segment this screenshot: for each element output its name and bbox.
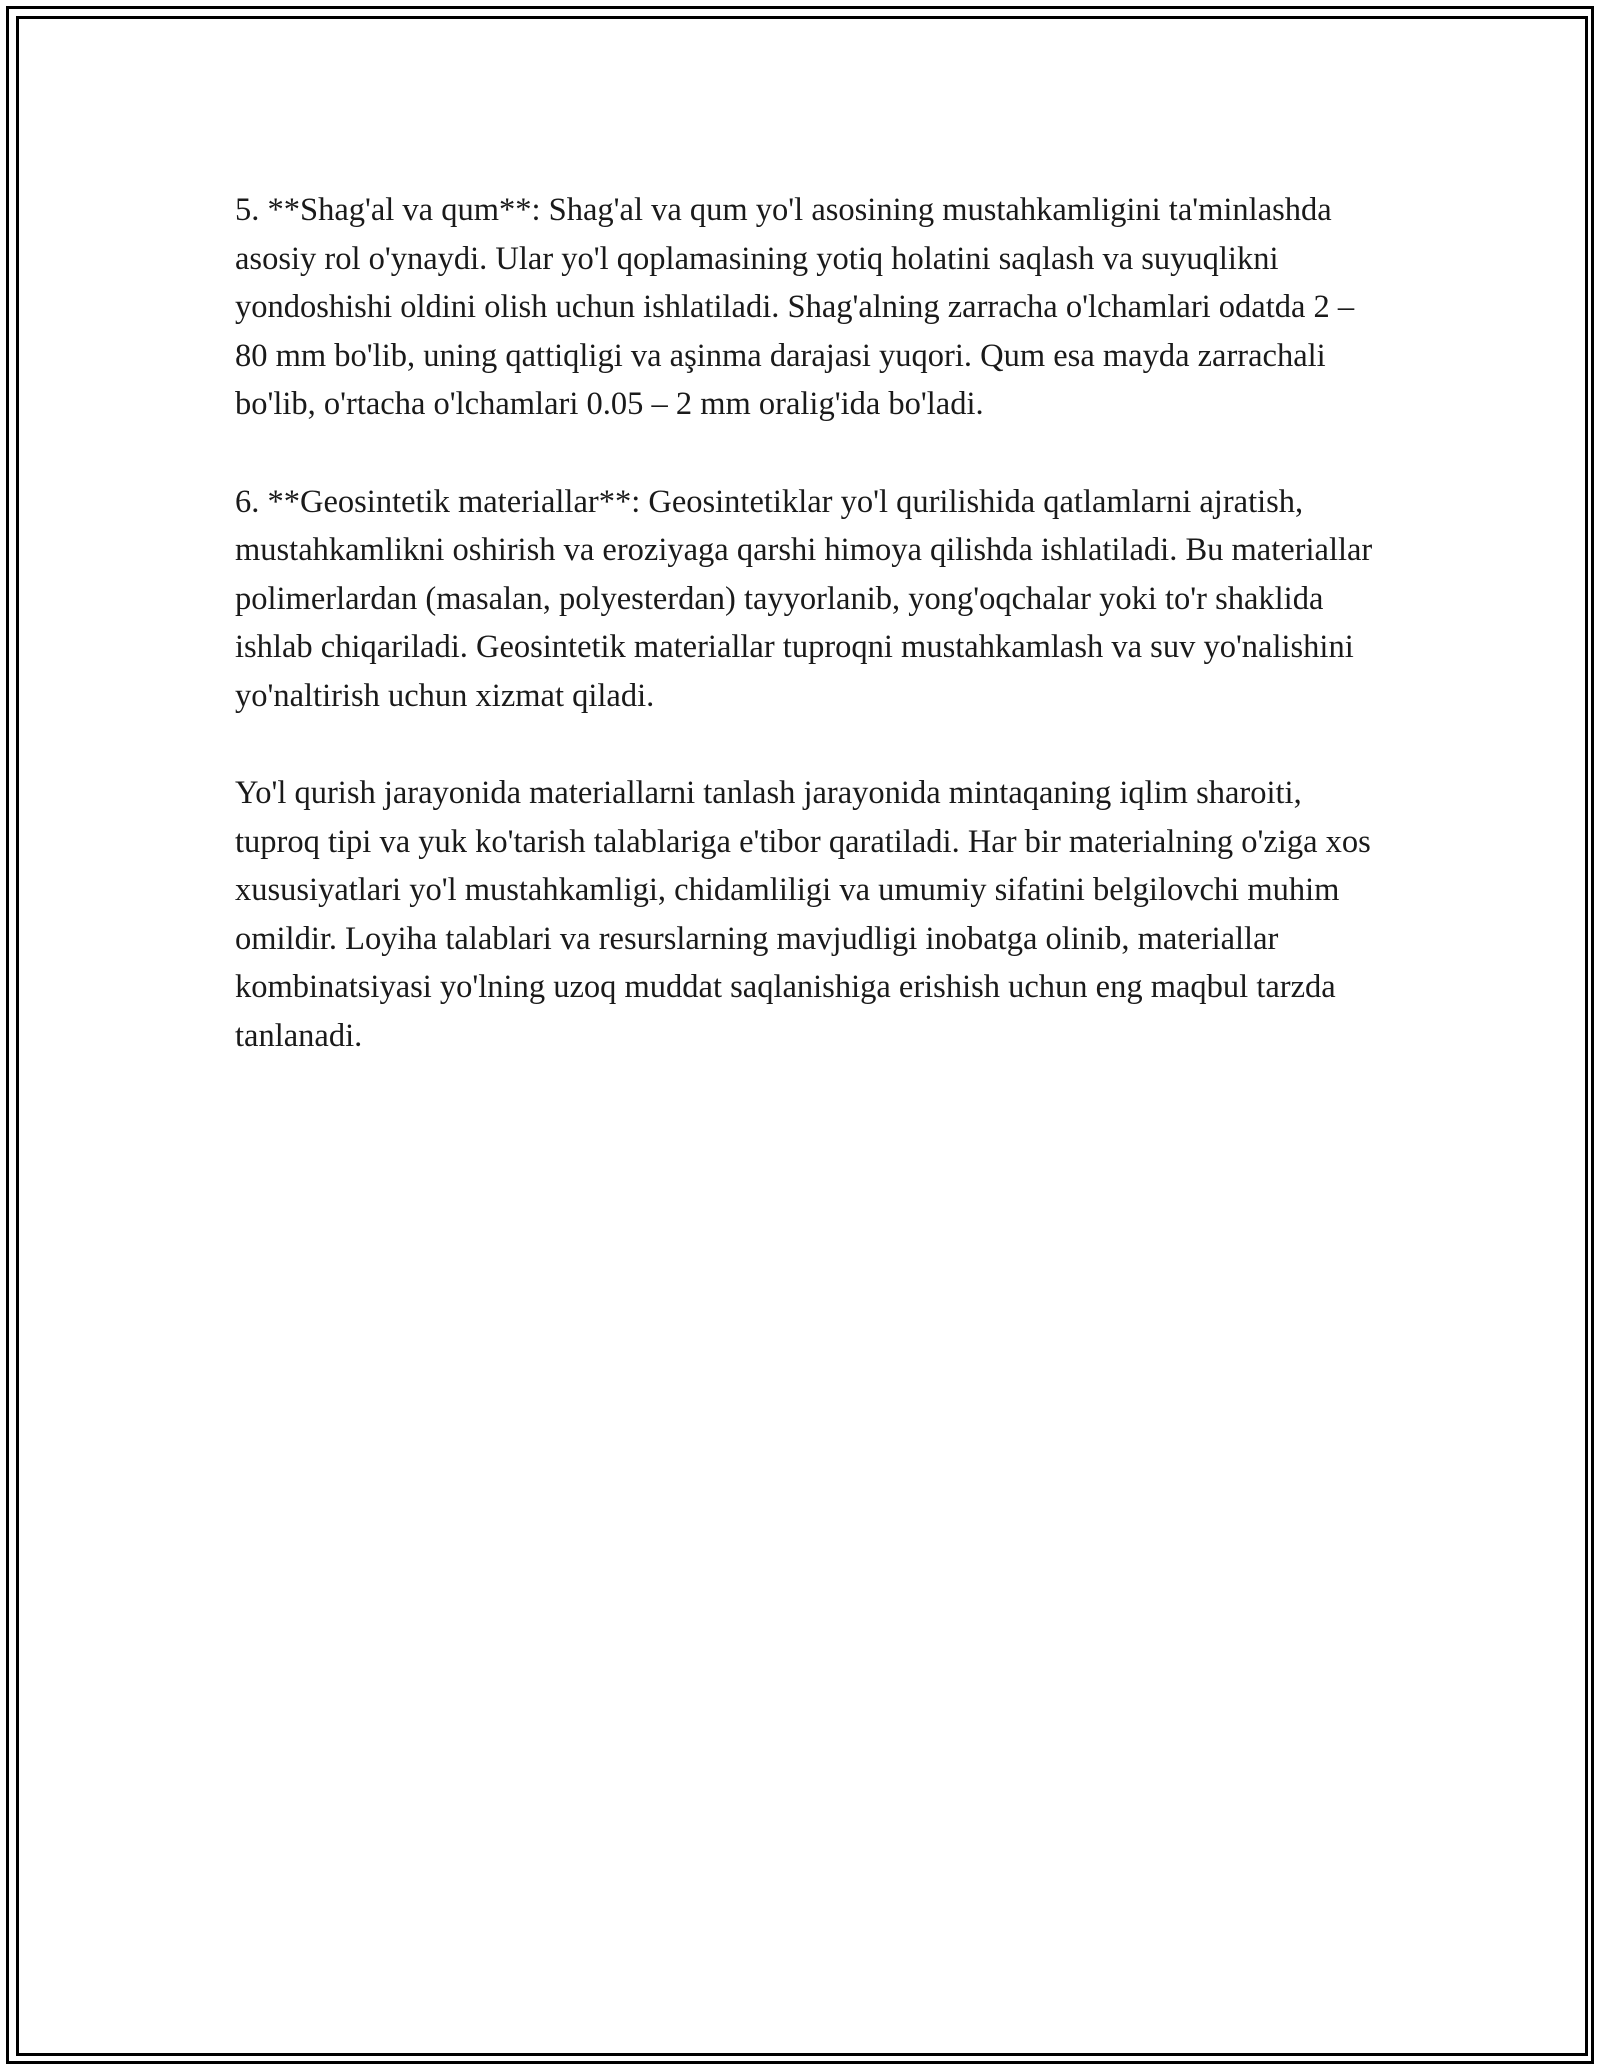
paragraph-geosynthetics: 6. **Geosintetik materiallar**: Geosintetiklar yo'l qurilishida qatlamlarni ajratish, mustahkamlikni oshirish va eroziyaga qarshi himoya qilishda ishlatiladi. Bu materiallar polimerlardan (masalan, polyesterdan) tayyorlanib, yong'oqchalar yoki to'r shaklida ishlab chiqariladi. Geosintetik materiallar tuproqni mustahkamlash va suv yo'nalishini yo'naltirish uchun xizmat qiladi. (235, 483, 1373, 714)
paragraph-gravel-sand: 5. **Shag'al va qum**: Shag'al va qum yo'l asosining mustahkamligini ta'minlashda asosiy rol o'ynaydi. Ular yo'l qoplamasining yotiq holatini saqlash va suyuqlikni yondoshishi oldini olish uchun ishlatiladi. Shag'alning zarracha o'lchamlari odatda 2 – 80 mm bo'lib, uning qattiqligi va aşinma darajasi yuqori. Qum esa mayda zarrachali bo'lib, o'rtacha o'lchamlari 0.05 – 2 mm oralig'ida bo'ladi. (235, 192, 1355, 422)
paragraph-material-selection: Yo'l qurish jarayonida materiallarni tanlash jarayonida mintaqaning iqlim sharoiti, tuproq tipi va yuk ko'tarish talablariga e'tibor qaratiladi. Har bir materialning o'ziga xos xususiyatlari yo'l mustahkamligi, chidamliligi va umumiy sifatini belgilovchi muhim omildir. Loyiha talablari va resurslarning mavjudligi inobatga olinib, materiallar kombinatsiyasi yo'lning uzoq muddat saqlanishiga erishish uchun eng maqbul tarzda tanlanadi. (235, 775, 1371, 1054)
document-body (235, 186, 1375, 1109)
